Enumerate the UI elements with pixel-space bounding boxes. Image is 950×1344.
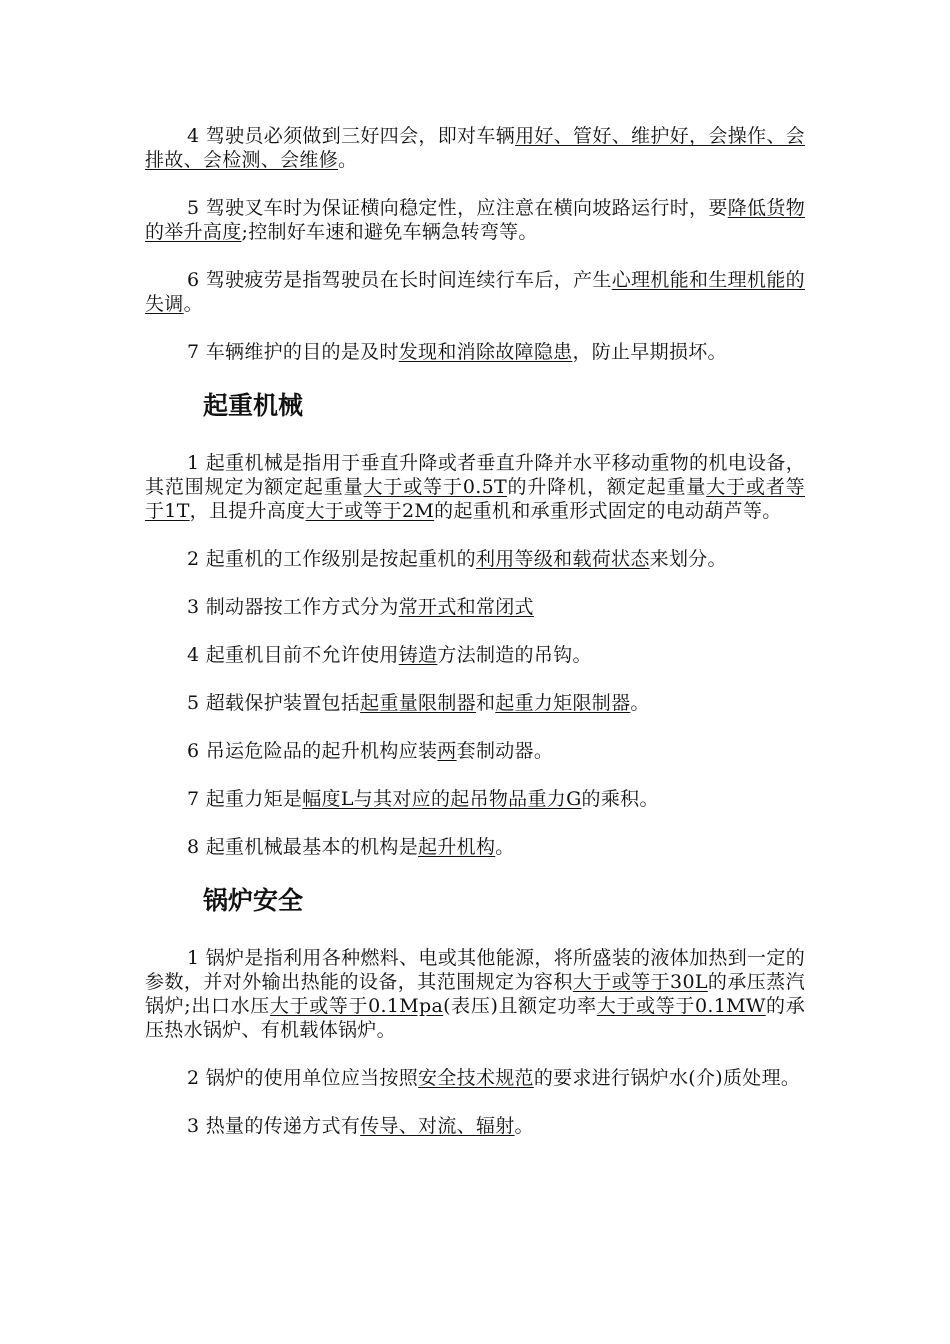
item-number: 7 — [187, 788, 200, 810]
text: 吊运危险品的起升机构应装 — [205, 740, 438, 762]
text: 套制动器。 — [456, 740, 554, 762]
item-number: 3 — [187, 1115, 200, 1137]
text: 。 — [495, 836, 515, 858]
paragraph-vehicle-6 — [145, 268, 805, 316]
text: 。 — [183, 293, 203, 315]
section-heading-boiler: 锅炉安全 — [203, 886, 304, 915]
text: 锅炉是指利用各种燃料、电或其他能源，将所盛装的液体加热到一定的参数，并对外输出热能的设备，其范围规定为容积 — [145, 947, 805, 993]
section-heading-crane: 起重机械 — [203, 391, 304, 420]
text: 热量的传递方式有 — [205, 1115, 361, 1137]
underlined-answer: 起升机构 — [418, 836, 496, 858]
underlined-answer: 大于或等于2M — [305, 500, 435, 522]
text: 的乘积。 — [581, 788, 659, 810]
text: 来划分。 — [649, 548, 727, 570]
text: 锅炉的使用单位应当按照 — [205, 1067, 419, 1089]
item-number: 4 — [187, 125, 200, 147]
item-number: 4 — [187, 644, 200, 666]
text: 的升降机，额定起重量 — [506, 476, 707, 498]
item-number: 6 — [187, 740, 200, 762]
underlined-answer: 铸造 — [398, 644, 438, 666]
underlined-answer: 大于或等于0.1MW — [596, 995, 766, 1017]
paragraph-boiler-1 — [145, 946, 805, 1042]
text: 车辆维护的目的是及时 — [205, 341, 399, 363]
underlined-answer: 大于或等于30L — [572, 971, 708, 993]
paragraph-vehicle-7 — [145, 340, 805, 364]
text: 的要求进行锅炉水(介)质处理。 — [533, 1067, 801, 1089]
paragraph-crane-3 — [145, 595, 805, 619]
paragraph-crane-4 — [145, 643, 805, 667]
underlined-answer: 心理机能和生理机能的失调 — [145, 269, 805, 315]
underlined-answer: 发现和消除故障隐患 — [398, 341, 573, 363]
underlined-answer: 降低货物的举升高度 — [145, 197, 805, 243]
underlined-answer: 用好、管好、维护好，会操作、会排故、会检测、会维修 — [145, 125, 805, 171]
item-number: 5 — [187, 197, 200, 219]
text: ，防止早期损坏。 — [572, 341, 727, 363]
text: 。 — [514, 1115, 534, 1137]
item-number: 7 — [187, 341, 200, 363]
text: 的承压蒸汽锅炉;出口水压 — [145, 971, 805, 1017]
item-number: 3 — [187, 596, 200, 618]
text: 超载保护装置包括 — [205, 692, 361, 714]
text: 和 — [475, 692, 496, 714]
underlined-answer: 起重力矩限制器 — [495, 692, 631, 714]
item-number: 2 — [187, 1067, 200, 1089]
underlined-answer: 安全技术规范 — [418, 1067, 534, 1089]
text: 起重力矩是 — [205, 788, 303, 810]
item-number: 1 — [187, 947, 200, 969]
text: 起重机的工作级别是按起重机的 — [205, 548, 476, 570]
document-page — [145, 124, 805, 1138]
underlined-answer: 大于或等于0.1Mpa — [269, 995, 444, 1017]
item-number: 6 — [187, 269, 200, 291]
paragraph-vehicle-5 — [145, 196, 805, 244]
paragraph-crane-6 — [145, 739, 805, 763]
text: 驾驶员必须做到三好四会，即对车辆 — [205, 125, 516, 147]
text: ;控制好车速和避免车辆急转弯等。 — [241, 221, 538, 243]
paragraph-crane-1 — [145, 451, 805, 523]
paragraph-crane-5 — [145, 691, 805, 715]
text: 制动器按工作方式分为 — [205, 596, 399, 618]
text: 的承压热水锅炉、有机载体锅炉。 — [145, 995, 805, 1041]
paragraph-boiler-3 — [145, 1114, 805, 1138]
text: ，且提升高度 — [189, 500, 306, 522]
paragraph-crane-2 — [145, 547, 805, 571]
text: 方法制造的吊钩。 — [437, 644, 592, 666]
item-number: 5 — [187, 692, 200, 714]
text: 。 — [630, 692, 650, 714]
text: 驾驶叉车时为保证横向稳定性，应注意在横向坡路运行时，要 — [205, 197, 728, 219]
underlined-answer: 传导、对流、辐射 — [360, 1115, 515, 1137]
text: 起重机械最基本的机构是 — [205, 836, 419, 858]
paragraph-crane-7 — [145, 787, 805, 811]
text: 驾驶疲劳是指驾驶员在长时间连续行车后，产生 — [205, 269, 612, 291]
text: 。 — [338, 149, 358, 171]
item-number: 1 — [187, 452, 200, 474]
paragraph-boiler-2 — [145, 1066, 805, 1090]
text: (表压)且额定功率 — [443, 995, 597, 1017]
item-number: 2 — [187, 548, 200, 570]
underlined-answer: 大于或等于0.5T — [363, 476, 507, 498]
item-number: 8 — [187, 836, 200, 858]
underlined-answer: 利用等级和载荷状态 — [475, 548, 650, 570]
text: 起重机目前不允许使用 — [205, 644, 399, 666]
underlined-answer: 大于或者等于1T — [145, 476, 805, 522]
paragraph-crane-8 — [145, 835, 805, 859]
text: 起重机械是指用于垂直升降或者垂直升降并水平移动重物的机电设备，其范围规定为额定起重量 — [145, 452, 805, 498]
underlined-answer: 两 — [437, 740, 457, 762]
paragraph-vehicle-4 — [145, 124, 805, 172]
underlined-answer: 幅度L与其对应的起吊物品重力G — [302, 788, 582, 810]
text: 的起重机和承重形式固定的电动葫芦等。 — [434, 500, 782, 522]
underlined-answer: 常开式和常闭式 — [398, 596, 534, 618]
underlined-answer: 起重量限制器 — [360, 692, 476, 714]
